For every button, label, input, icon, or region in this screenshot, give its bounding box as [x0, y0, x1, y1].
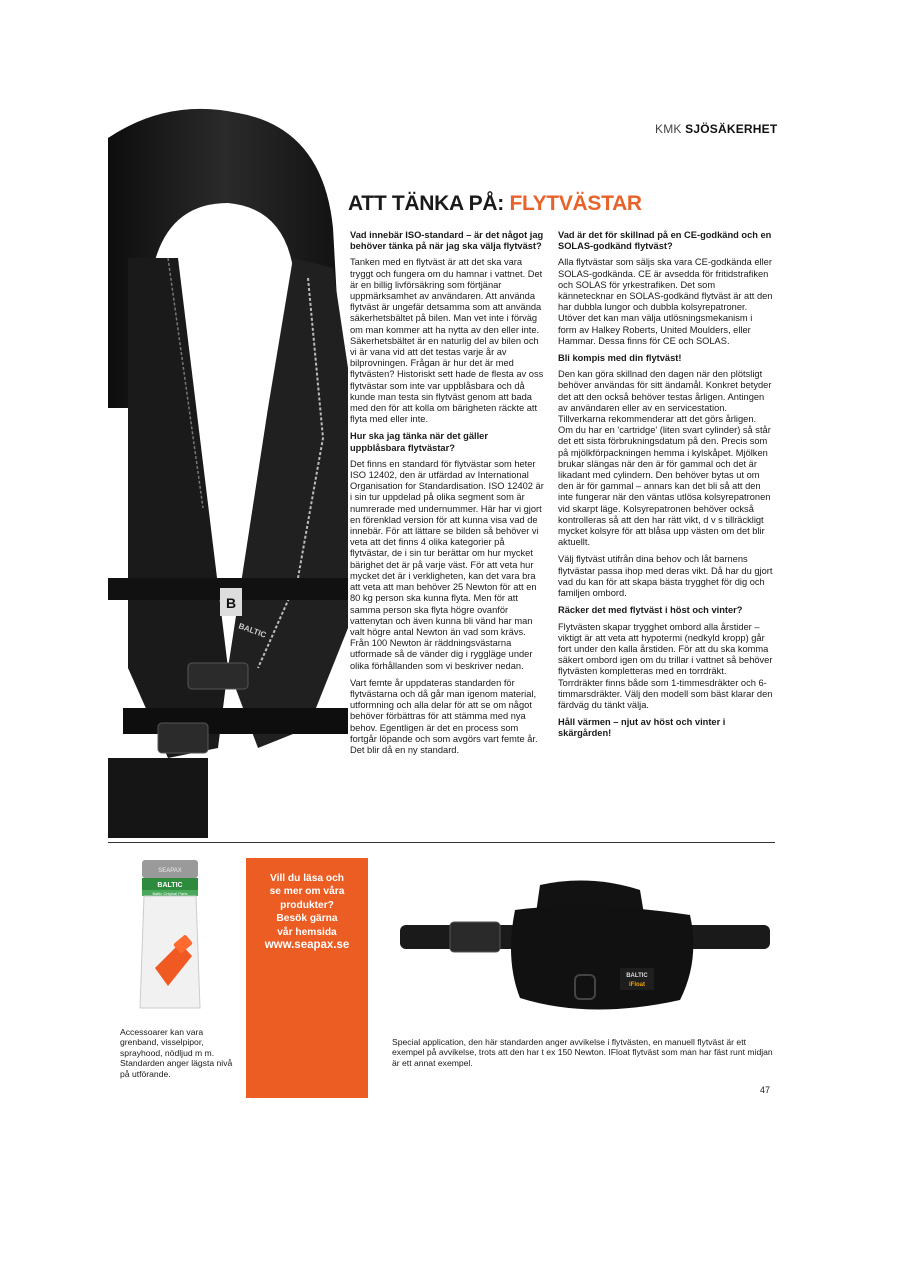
- svg-text:B: B: [225, 595, 237, 611]
- col2-paragraph-3: Välj flytväst utifrån dina behov och låt barnens flytvästar passa ihop med deras vikt. Då har du gjort vad du kan för att skapa bästa trygghet för dig och familjen ombord.: [558, 554, 773, 599]
- col1-paragraph-3: Vart femte år uppdateras standarden för flytvästarna och då går man igenom material, utformning och alla delar för att se om något behöver förbättras för att stämma med nya behov. Egentligen är det en process som fortgår löpande och som avgörs vart femte år. Det blir då en ny standard.: [350, 677, 538, 755]
- section-name: SJÖSÄKERHET: [685, 122, 778, 136]
- accessories-caption: Accessoarer kan vara grenband, visselpipor, sprayhood, nödljud m m. Standarden anger lägsta nivå på utförande.: [120, 1027, 233, 1079]
- col2-heading-3: Räcker det med flytväst i höst och vinter?: [558, 605, 743, 616]
- promo-box: [246, 858, 368, 1098]
- col2-heading-1: Vad är det för skillnad på en CE-godkänd och en SOLAS-godkänd flytväst?: [558, 230, 772, 252]
- promo-line: Vill du läsa och: [270, 873, 344, 884]
- col1-heading-2: Hur ska jag tänka när det gäller uppblåsbara flytvästar?: [350, 431, 488, 453]
- page-number: 47: [760, 1085, 771, 1095]
- title-lead: ATT TÄNKA PÅ:: [348, 192, 510, 215]
- vest-brand-text: BALTIC: [237, 621, 268, 640]
- col1-paragraph-1: Tanken med en flytväst är att det ska vara tryggt och fungera om du hamnar i vattnet. Det är en billig livförsäkring som förtjänar uppmärksamhet av användaren. Att använda flytväst är ungefär detsamma som att använda säkerhetsbältet på bilen. Man vet inte i förväg om man kommer att ha nytta av den eller inte. Säkerhetsbältet är en naturlig del av bilen och vi är vana vid att det testas varje år av bilprovningen. Frågan är hur det är med flytvästen? Historiskt sett hade de flesta av oss flytvästar som inte var uppblåsbara och då kunde man testa sin flytväst genom att bada med den för att kolla om bärigheten räckte att flyta med eller inte.: [350, 257, 544, 425]
- closing-line: Håll värmen – njut av höst och vinter i skärgården!: [558, 717, 726, 739]
- promo-line: vår hemsida: [277, 926, 337, 938]
- section-divider: [108, 842, 775, 843]
- whistle-top-text: SEAPAX: [158, 868, 182, 874]
- col2-paragraph-2: Den kan göra skillnad den dagen när den plötsligt behöver användas för sitt ändamål. Konkret betyder det att den också behöver testas årligen. Antingen av användaren eller av en servicestation. Tillverkarna rekommenderar att det görs årligen. Om du har en 'cartridge' (liten svart cylinder) så står det ett sista förbrukningsdatum på den. Precis som på mjölkförpackningen hemma i kylskåpet. Mjölken brukar slängas när den är för gammal och det är likadant med cylindern. Den behöver bytas ut om den är för gammal – annars kan det bli så att den inte fungerar när den väntas utlösa kolsyrepatronen vid skarpt läge. Kolsyrepatronen behöver också kontrolleras så att den har rätt vikt, d v s tillräckligt mycket kolsyre för att blåsa upp västen om det blir aktuellt.: [558, 369, 772, 548]
- section-prefix: KMK: [655, 122, 682, 136]
- belt-caption: Special application, den här standarden anger avvikelse i flytvästen, en manuell flytväst är ett exempel på avvikelse, trots att den har t ex 150 Newton. IFloat flytväst som man har fäst runt midjan är ett annat exempel.: [392, 1037, 773, 1068]
- whistle-brand-text: BALTIC: [157, 882, 183, 889]
- whistle-strip-text: Baltic Original Parts: [152, 891, 188, 896]
- col2-paragraph-1: Alla flytvästar som säljs ska vara CE-godkända eller SOLAS-godkända. CE är avsedda för fritidstrafiken och SOLAS för yrkestrafiken. Det som kännetecknar en SOLAS-godkänd flytväst är att den har dubbla lungor och dubbla kolsyrepatroner. Utöver det kan man välja utlösningsmekanism i form av Halkey Roberts, United Moulders, eller Hammar. Dessa finns för CE och SOLAS.: [558, 257, 773, 346]
- promo-line: Besök gärna: [276, 913, 338, 925]
- life-jacket-photo: [108, 108, 348, 838]
- promo-text: [254, 872, 360, 952]
- belt-brand-text: BALTIC: [626, 973, 648, 979]
- title-accent: FLYTVÄSTAR: [509, 192, 642, 215]
- col2-heading-2: Bli kompis med din flytväst!: [558, 353, 682, 364]
- article-title: [348, 192, 642, 216]
- belt-model-text: iFloat: [629, 982, 645, 988]
- col2-paragraph-4: Flytvästen skapar trygghet ombord alla årstider – viktigt är att veta att hypotermi (nedkyld kropp) går fort under den kalla årstiden. För att du ska komma säkert ombord igen om du trillar i vattnet så behöver flytvästen kompletteras med en torrdräkt. Torrdräkter finns både som 1-timmesdräkter och 6-timmarsdräkter. Välj den modell som bäst klarar den färdväg du tänkt välja.: [558, 621, 773, 710]
- section-label: [655, 122, 777, 136]
- col1-paragraph-2: Det finns en standard för flytvästar som heter ISO 12402, den är utfärdad av International Organisation for Standardisation. ISO 12402 är i sin tur uppdelad på olika segment som är numrerade med undernummer. Här har vi gjort en förenklad version för att kunna visa vad de innebär. För att lättare se bilden så behöver vi veta att det finns 4 olika kategorier på flytvästar, de i sin tur berättar om hur mycket bärighet det är på varje väst. För att veta hur mycket det är i verkligheten, kan det vara bra att veta att man behöver 25 Newton för att en 80 kg person ska kunna flyta. Men för att samma person ska flyta högre ovanför vattenytan och även kunna bli vänd har man valt högre antal Newton än vad som krävs. Från 100 Newton är räddningsvästarna utformade så de vänder dig i ryggläge under olika förhållanden som vi beskriver nedan.: [350, 458, 544, 671]
- belt-life-jacket-photo: [390, 880, 775, 1025]
- article-column-2: [558, 230, 773, 746]
- col1-heading-1: Vad innebär ISO-standard – är det något jag behöver tänka på när jag ska välja flytväst?: [350, 230, 544, 252]
- promo-website-link[interactable]: www.seapax.se: [264, 939, 350, 952]
- article-column-1: [350, 230, 545, 762]
- promo-line: produkter?: [280, 899, 334, 911]
- whistle-package-photo: [120, 858, 220, 1023]
- promo-line: se mer om våra: [269, 886, 345, 898]
